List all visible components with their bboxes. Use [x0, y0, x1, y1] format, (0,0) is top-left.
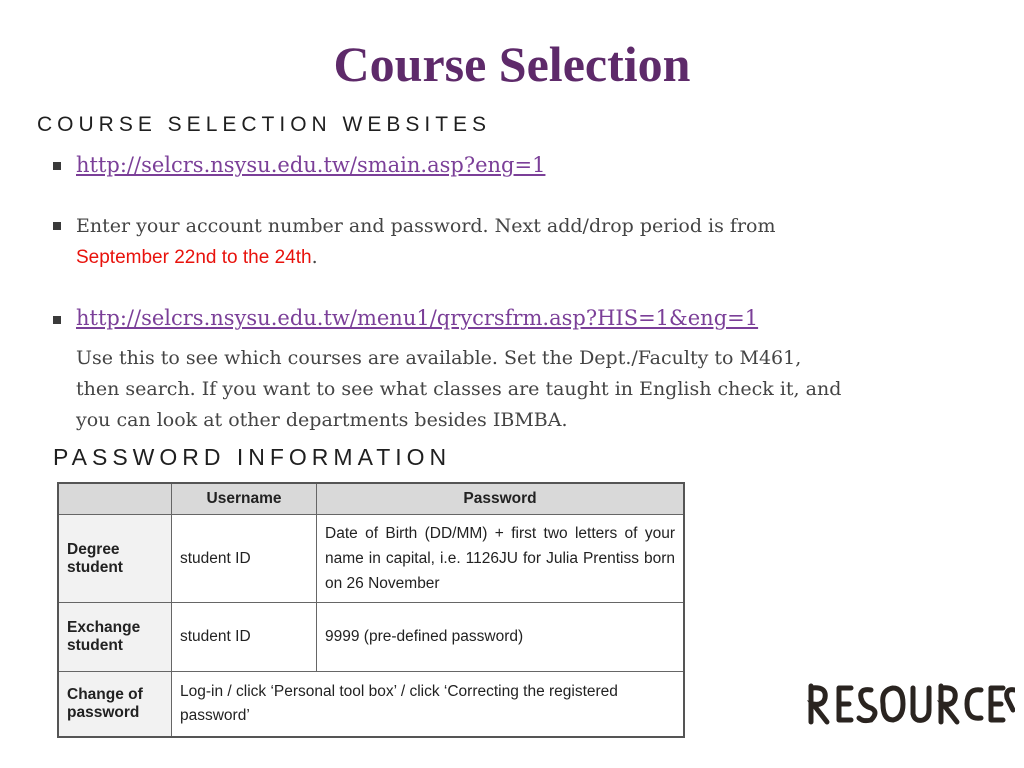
- row-header: Exchange student: [58, 603, 172, 672]
- add-drop-text: Enter your account number and password. Next add/drop period is from: [76, 215, 776, 237]
- section-heading-password: PASSWORD INFORMATION: [53, 444, 452, 470]
- row-header: Change of password: [58, 672, 172, 738]
- username-cell: student ID: [172, 515, 317, 603]
- description-line: then search. If you want to see what classes are taught in English check it, and: [76, 378, 842, 400]
- change-password-cell: Log-in / click ‘Personal tool box’ / click ‘Correcting the registered password’: [172, 672, 685, 738]
- bullet-icon: [53, 316, 61, 324]
- course-query-link[interactable]: http://selcrs.nsysu.edu.tw/menu1/qrycrsfrm.asp?HIS=1&eng=1: [76, 306, 759, 330]
- table-header-row: [58, 483, 684, 515]
- table-header: Password: [317, 483, 685, 515]
- slide-title: Course Selection: [333, 36, 691, 92]
- table-row: [58, 515, 684, 603]
- password-cell: Date of Birth (DD/MM) + first two letters of your name in capital, i.e. 1126JU for Julia Prentiss born on 26 November: [317, 515, 685, 603]
- add-drop-dates: September 22nd to the 24th: [76, 247, 312, 268]
- add-drop-info: [76, 211, 976, 273]
- bullet-icon: [53, 162, 61, 170]
- section-heading-websites: COURSE SELECTION WEBSITES: [37, 113, 492, 136]
- table-row: [58, 603, 684, 672]
- password-cell: 9999 (pre-defined password): [317, 603, 685, 672]
- description-line: you can look at other departments besides IBMBA.: [76, 409, 568, 431]
- password-table: [57, 482, 685, 738]
- resources-logo: [805, 680, 1015, 728]
- bullet-icon: [53, 222, 61, 230]
- username-cell: student ID: [172, 603, 317, 672]
- add-drop-period: .: [311, 246, 318, 268]
- table-header: Username: [172, 483, 317, 515]
- row-header: Degree student: [58, 515, 172, 603]
- course-selection-link[interactable]: http://selcrs.nsysu.edu.tw/smain.asp?eng=1: [76, 153, 546, 177]
- description-line: Use this to see which courses are available. Set the Dept./Faculty to M461,: [76, 347, 802, 369]
- table-header: [58, 483, 172, 515]
- table-row: [58, 672, 684, 738]
- course-query-description: [76, 343, 996, 436]
